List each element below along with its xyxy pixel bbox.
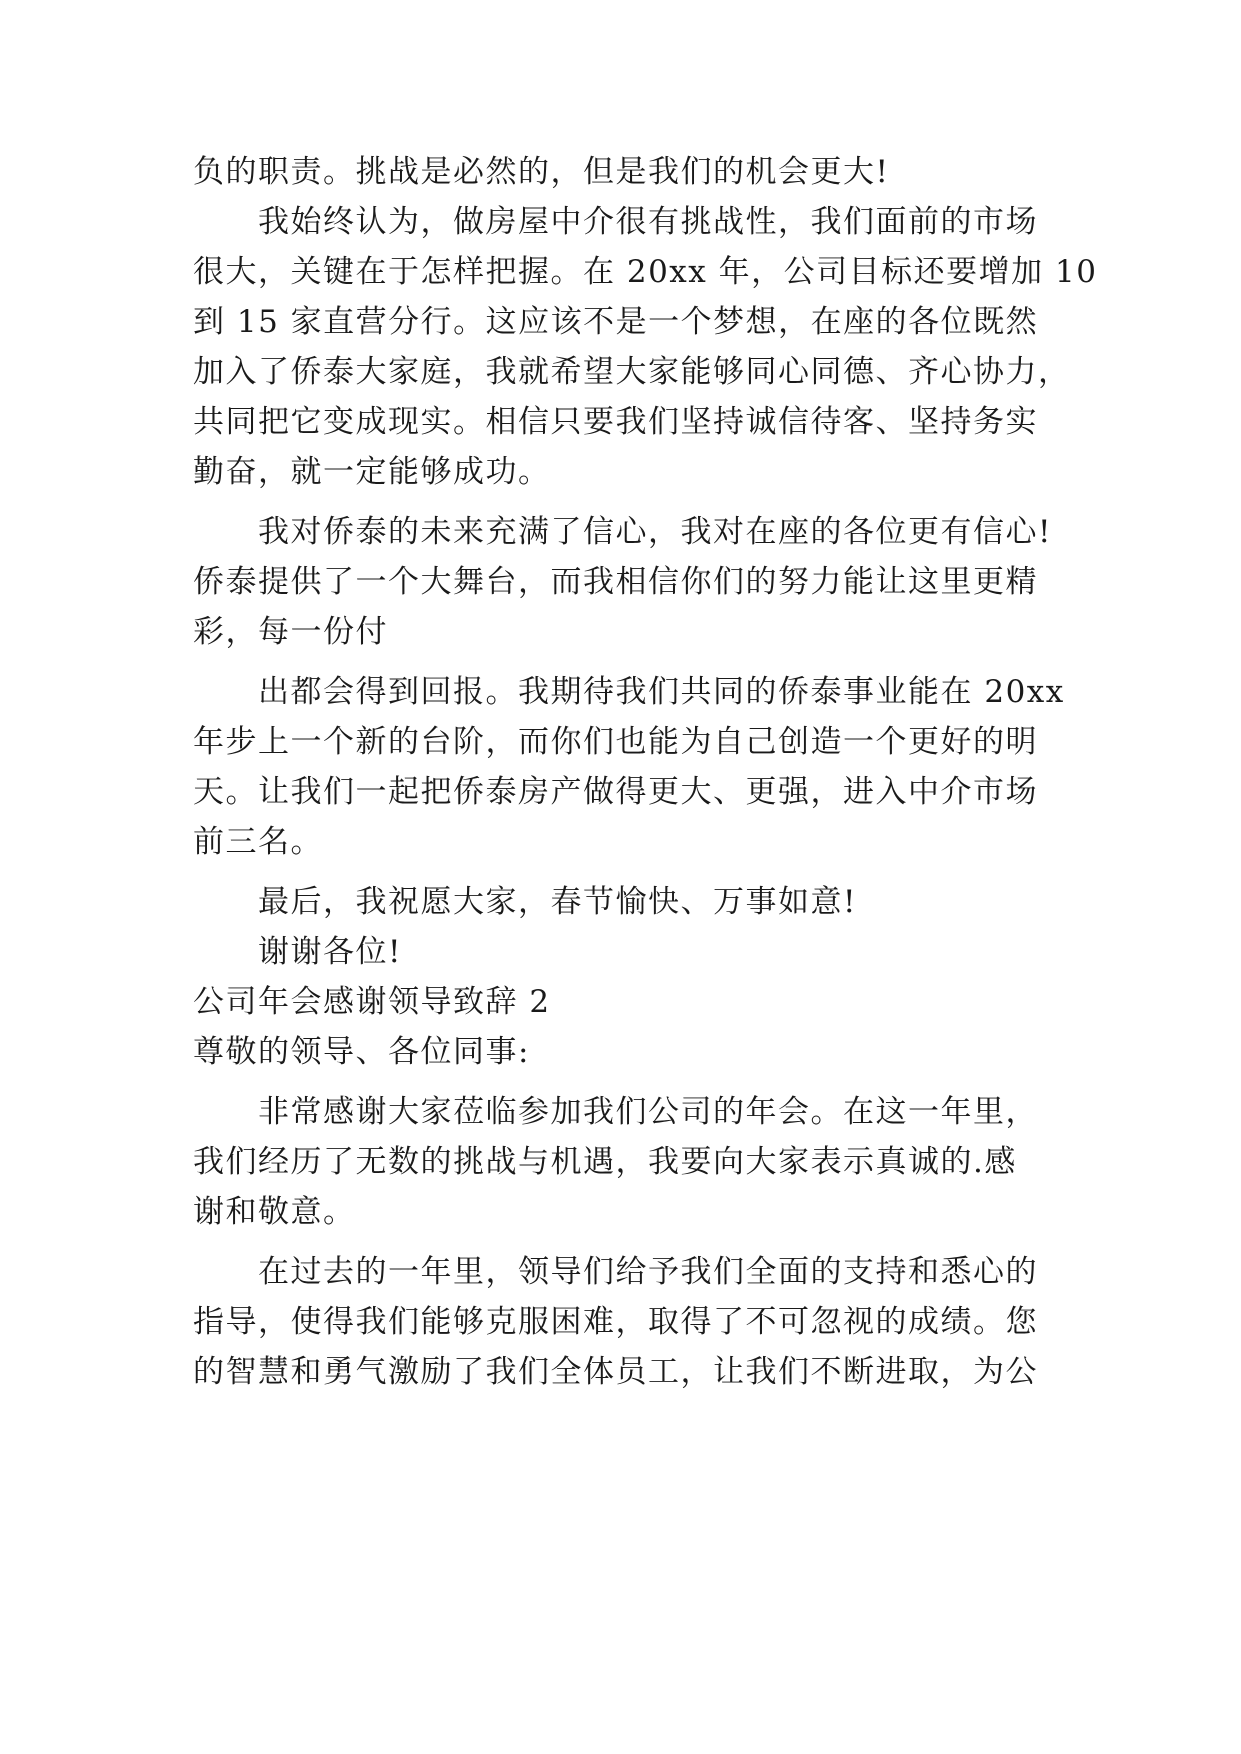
text-line: 到 15 家直营分行。这应该不是一个梦想，在座的各位既然: [193, 304, 1039, 340]
text-line: 指导，使得我们能够克服困难，取得了不可忽视的成绩。您: [193, 1304, 1038, 1340]
paragraph-start-line: 出都会得到回报。我期待我们共同的侨泰事业能在 20xx: [258, 674, 1065, 710]
paragraph-start-line: 在过去的一年里，领导们给予我们全面的支持和悉心的: [258, 1254, 1038, 1290]
text-line: 天。让我们一起把侨泰房产做得更大、更强，进入中介市场: [193, 774, 1038, 810]
paragraph-start-line: 非常感谢大家莅临参加我们公司的年会。在这一年里，: [258, 1094, 1038, 1130]
text-line: 前三名。: [193, 824, 323, 860]
text-line: 彩，每一份付: [193, 614, 388, 650]
text-line: 我们经历了无数的挑战与机遇，我要向大家表示真诚的.感: [193, 1144, 1017, 1180]
text-line: 谢和敬意。: [193, 1194, 356, 1230]
paragraph-start-line: 最后，我祝愿大家，春节愉快、万事如意!: [258, 884, 857, 920]
text-line: 加入了侨泰大家庭，我就希望大家能够同心同德、齐心协力，: [193, 354, 1071, 390]
salutation: 尊敬的领导、各位同事:: [193, 1034, 530, 1070]
text-line: 勤奋，就一定能够成功。: [193, 454, 551, 490]
section-heading: 公司年会感谢领导致辞 2: [193, 984, 551, 1020]
text-line: 共同把它变成现实。相信只要我们坚持诚信待客、坚持务实: [193, 404, 1038, 440]
text-line: 负的职责。挑战是必然的，但是我们的机会更大!: [193, 154, 890, 190]
text-line: 侨泰提供了一个大舞台，而我相信你们的努力能让这里更精: [193, 564, 1038, 600]
text-line: 年步上一个新的台阶，而你们也能为自己创造一个更好的明: [193, 724, 1038, 760]
text-line: 很大，关键在于怎样把握。在 20xx 年，公司目标还要增加 10: [193, 254, 1098, 290]
paragraph-start-line: 我对侨泰的未来充满了信心，我对在座的各位更有信心!: [258, 514, 1052, 550]
closing-line: 谢谢各位!: [258, 934, 402, 970]
text-line: 的智慧和勇气激励了我们全体员工，让我们不断进取，为公: [193, 1354, 1038, 1390]
paragraph-start-line: 我始终认为，做房屋中介很有挑战性，我们面前的市场: [258, 204, 1038, 240]
